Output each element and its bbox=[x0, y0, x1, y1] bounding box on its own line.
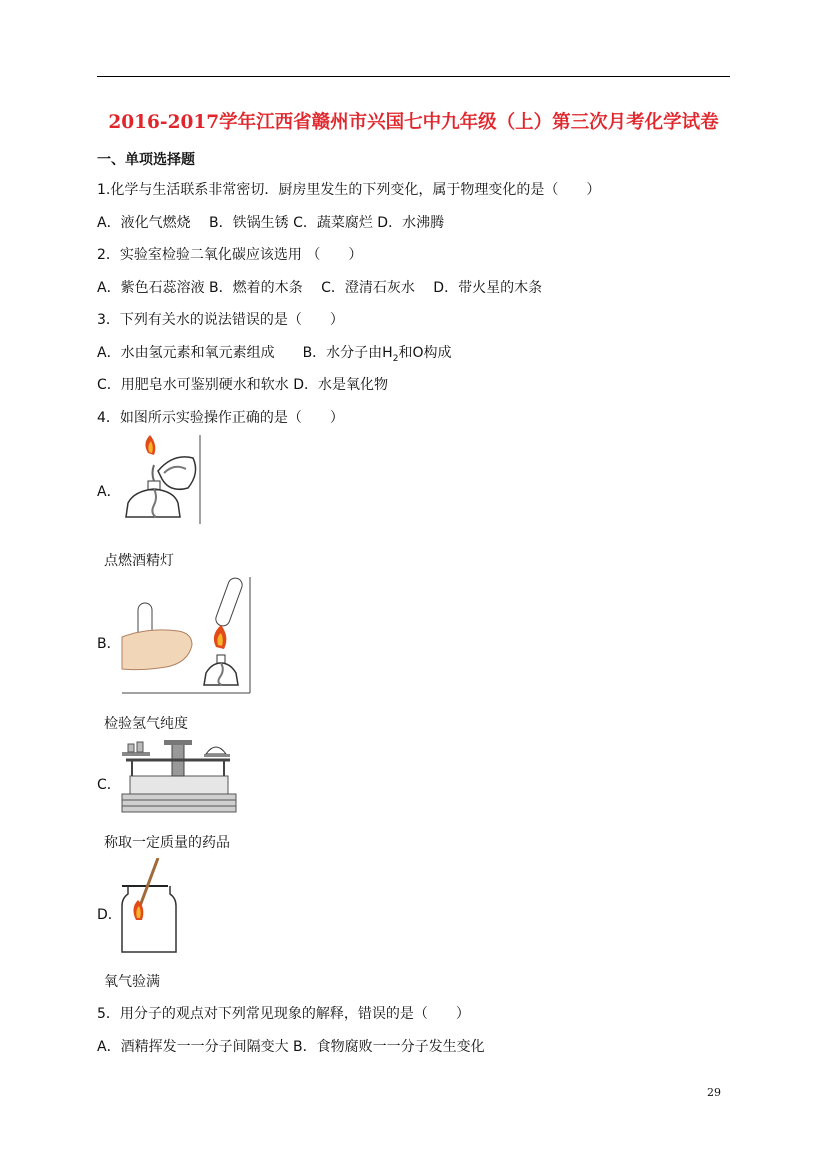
hydrogen-purity-test-figure bbox=[118, 575, 252, 695]
question-2-options: A．紫色石蕊溶液 B．燃着的木条 C．澄清石灰水 D．带火星的木条 bbox=[97, 280, 543, 296]
page-number: 29 bbox=[707, 1086, 721, 1099]
option-d-letter: D． bbox=[97, 907, 122, 923]
option-a-caption: 点燃酒精灯 bbox=[104, 553, 174, 569]
option-b-letter: B． bbox=[97, 636, 121, 652]
section-heading: 一、单项选择题 bbox=[97, 152, 195, 168]
header-rule bbox=[97, 76, 730, 77]
option-c-letter: C． bbox=[97, 777, 121, 793]
option-d-caption: 氧气验满 bbox=[104, 974, 160, 990]
q3-opt-a-text: A．水由氢元素和氧元素组成 B．水分子由H bbox=[97, 345, 393, 361]
option-b-caption: 检验氢气纯度 bbox=[104, 716, 188, 732]
question-5-stem: 5．用分子的观点对下列常见现象的解释，错误的是（ ） bbox=[97, 1006, 470, 1022]
option-a-letter: A． bbox=[97, 484, 121, 500]
option-c-caption: 称取一定质量的药品 bbox=[104, 835, 230, 851]
question-1-stem: 1.化学与生活联系非常密切．厨房里发生的下列变化，属于物理变化的是（ ） bbox=[97, 182, 601, 198]
question-3-option-ab bbox=[97, 344, 451, 368]
q3-subscript: 2 bbox=[392, 353, 399, 364]
question-5-options: A．酒精挥发一一分子间隔变大 B．食物腐败一一分子发生变化 bbox=[97, 1039, 485, 1055]
oxygen-full-check-figure bbox=[118, 858, 190, 956]
q3-opt-a-tail: 和O构成 bbox=[398, 345, 452, 361]
alcohol-lamp-lighting-figure bbox=[118, 433, 204, 526]
question-1-options: A．液化气燃烧 B．铁锅生锈 C．蔬菜腐烂 D．水沸腾 bbox=[97, 215, 445, 231]
question-3-stem: 3．下列有关水的说法错误的是（ ） bbox=[97, 312, 344, 328]
question-2-stem: 2．实验室检验二氧化碳应该选用 （ ） bbox=[97, 247, 363, 263]
page-title: 2016-2017学年江西省赣州市兴国七中九年级（上）第三次月考化学试卷 bbox=[108, 112, 719, 133]
balance-weighing-figure bbox=[118, 736, 238, 816]
question-4-stem: 4．如图所示实验操作正确的是（ ） bbox=[97, 410, 344, 426]
question-3-option-cd: C．用肥皂水可鉴别硬水和软水 D．水是氧化物 bbox=[97, 377, 389, 393]
